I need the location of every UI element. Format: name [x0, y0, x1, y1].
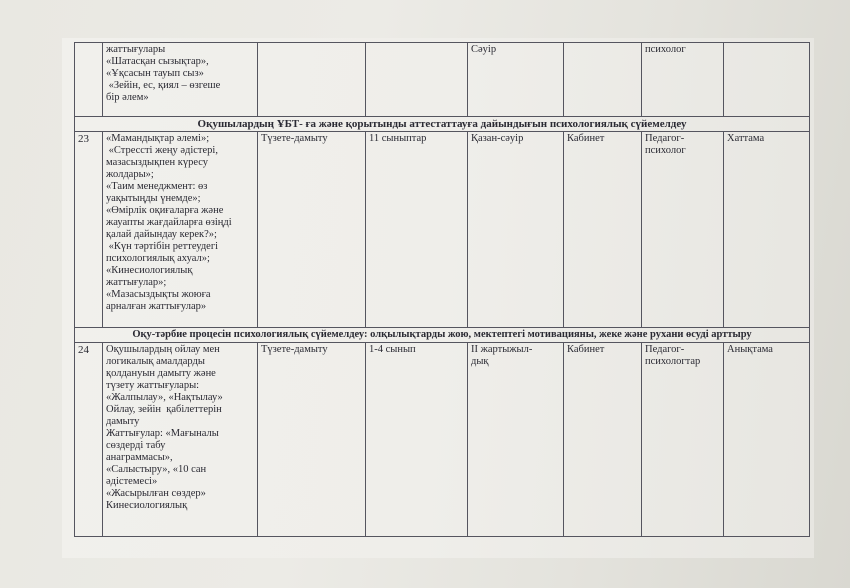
cell-audience: [366, 43, 468, 117]
cell-num: 23: [75, 132, 103, 328]
cell-audience: 11 сыныптар: [366, 132, 468, 328]
cell-num: [75, 43, 103, 117]
section-title: Оқушылардың ҰБТ- ға және қорытынды аттестаттауға дайындығын психологиялық сүйемелдеу: [75, 117, 810, 132]
cell-content: жаттығулары «Шатасқан сызықтар», «Ұқсасын тауып сыз» «Зейін, ес, қиял – өзгеше бір әлем»: [103, 43, 258, 117]
cell-type: [258, 43, 366, 117]
cell-place: Кабинет: [564, 343, 642, 537]
cell-content: Оқушылардың ойлау мен логикалық амалдарды қолдануын дамыту және түзету жаттығулары: «Жалпылау», «Нақтылау» Ойлау, зейін қабілеттерін дамыту Жаттығулар: «Мағыналы сөздерді табу анаграммасы», «Салыстыру», «10 сан әдістемесі» «Жасырылған сөздер» Кинесиологиялық: [103, 343, 258, 537]
cell-result: [724, 43, 810, 117]
section-header-ubt: [75, 117, 810, 132]
table-row-prev: [75, 43, 810, 117]
cell-responsible: Педагог- психологтар: [642, 343, 724, 537]
cell-type: Түзете-дамыту: [258, 132, 366, 328]
cell-period: Қазан-сәуір: [468, 132, 564, 328]
cell-result: Анықтама: [724, 343, 810, 537]
section-title: Оқу-тәрбие процесін психологиялық сүйемелдеу: олқылықтарды жою, мектептегі мотивацияны, жеке және рухани өсуді арттыру: [75, 328, 810, 343]
table-row-23: [75, 132, 810, 328]
cell-audience: 1-4 сынып: [366, 343, 468, 537]
cell-type: Түзете-дамыту: [258, 343, 366, 537]
cell-period: ІІ жартыжыл- дық: [468, 343, 564, 537]
cell-content: «Мамандықтар әлемі»; «Стрессті жеңу әдістері, мазасыздықпен күресу жолдары»; «Таим менеджмент: өз уақытыңды үнемде»; «Өмірлік оқиғаларға және жауапты жағдайларға өзіңді қалай дайындау керек?»; «Күн тәртібін реттеудегі психологиялық ахуал»; «Кинесиологиялық жаттығулар»; «Мазасыздықты жоюға арналған жаттығулар»: [103, 132, 258, 328]
cell-place: Кабинет: [564, 132, 642, 328]
cell-responsible: психолог: [642, 43, 724, 117]
section-header-edu-process: [75, 328, 810, 343]
cell-result: Хаттама: [724, 132, 810, 328]
table-row-24: [75, 343, 810, 537]
cell-period: Сәуір: [468, 43, 564, 117]
cell-num: 24: [75, 343, 103, 537]
cell-responsible: Педагог- психолог: [642, 132, 724, 328]
plan-table: [74, 42, 810, 537]
cell-place: [564, 43, 642, 117]
